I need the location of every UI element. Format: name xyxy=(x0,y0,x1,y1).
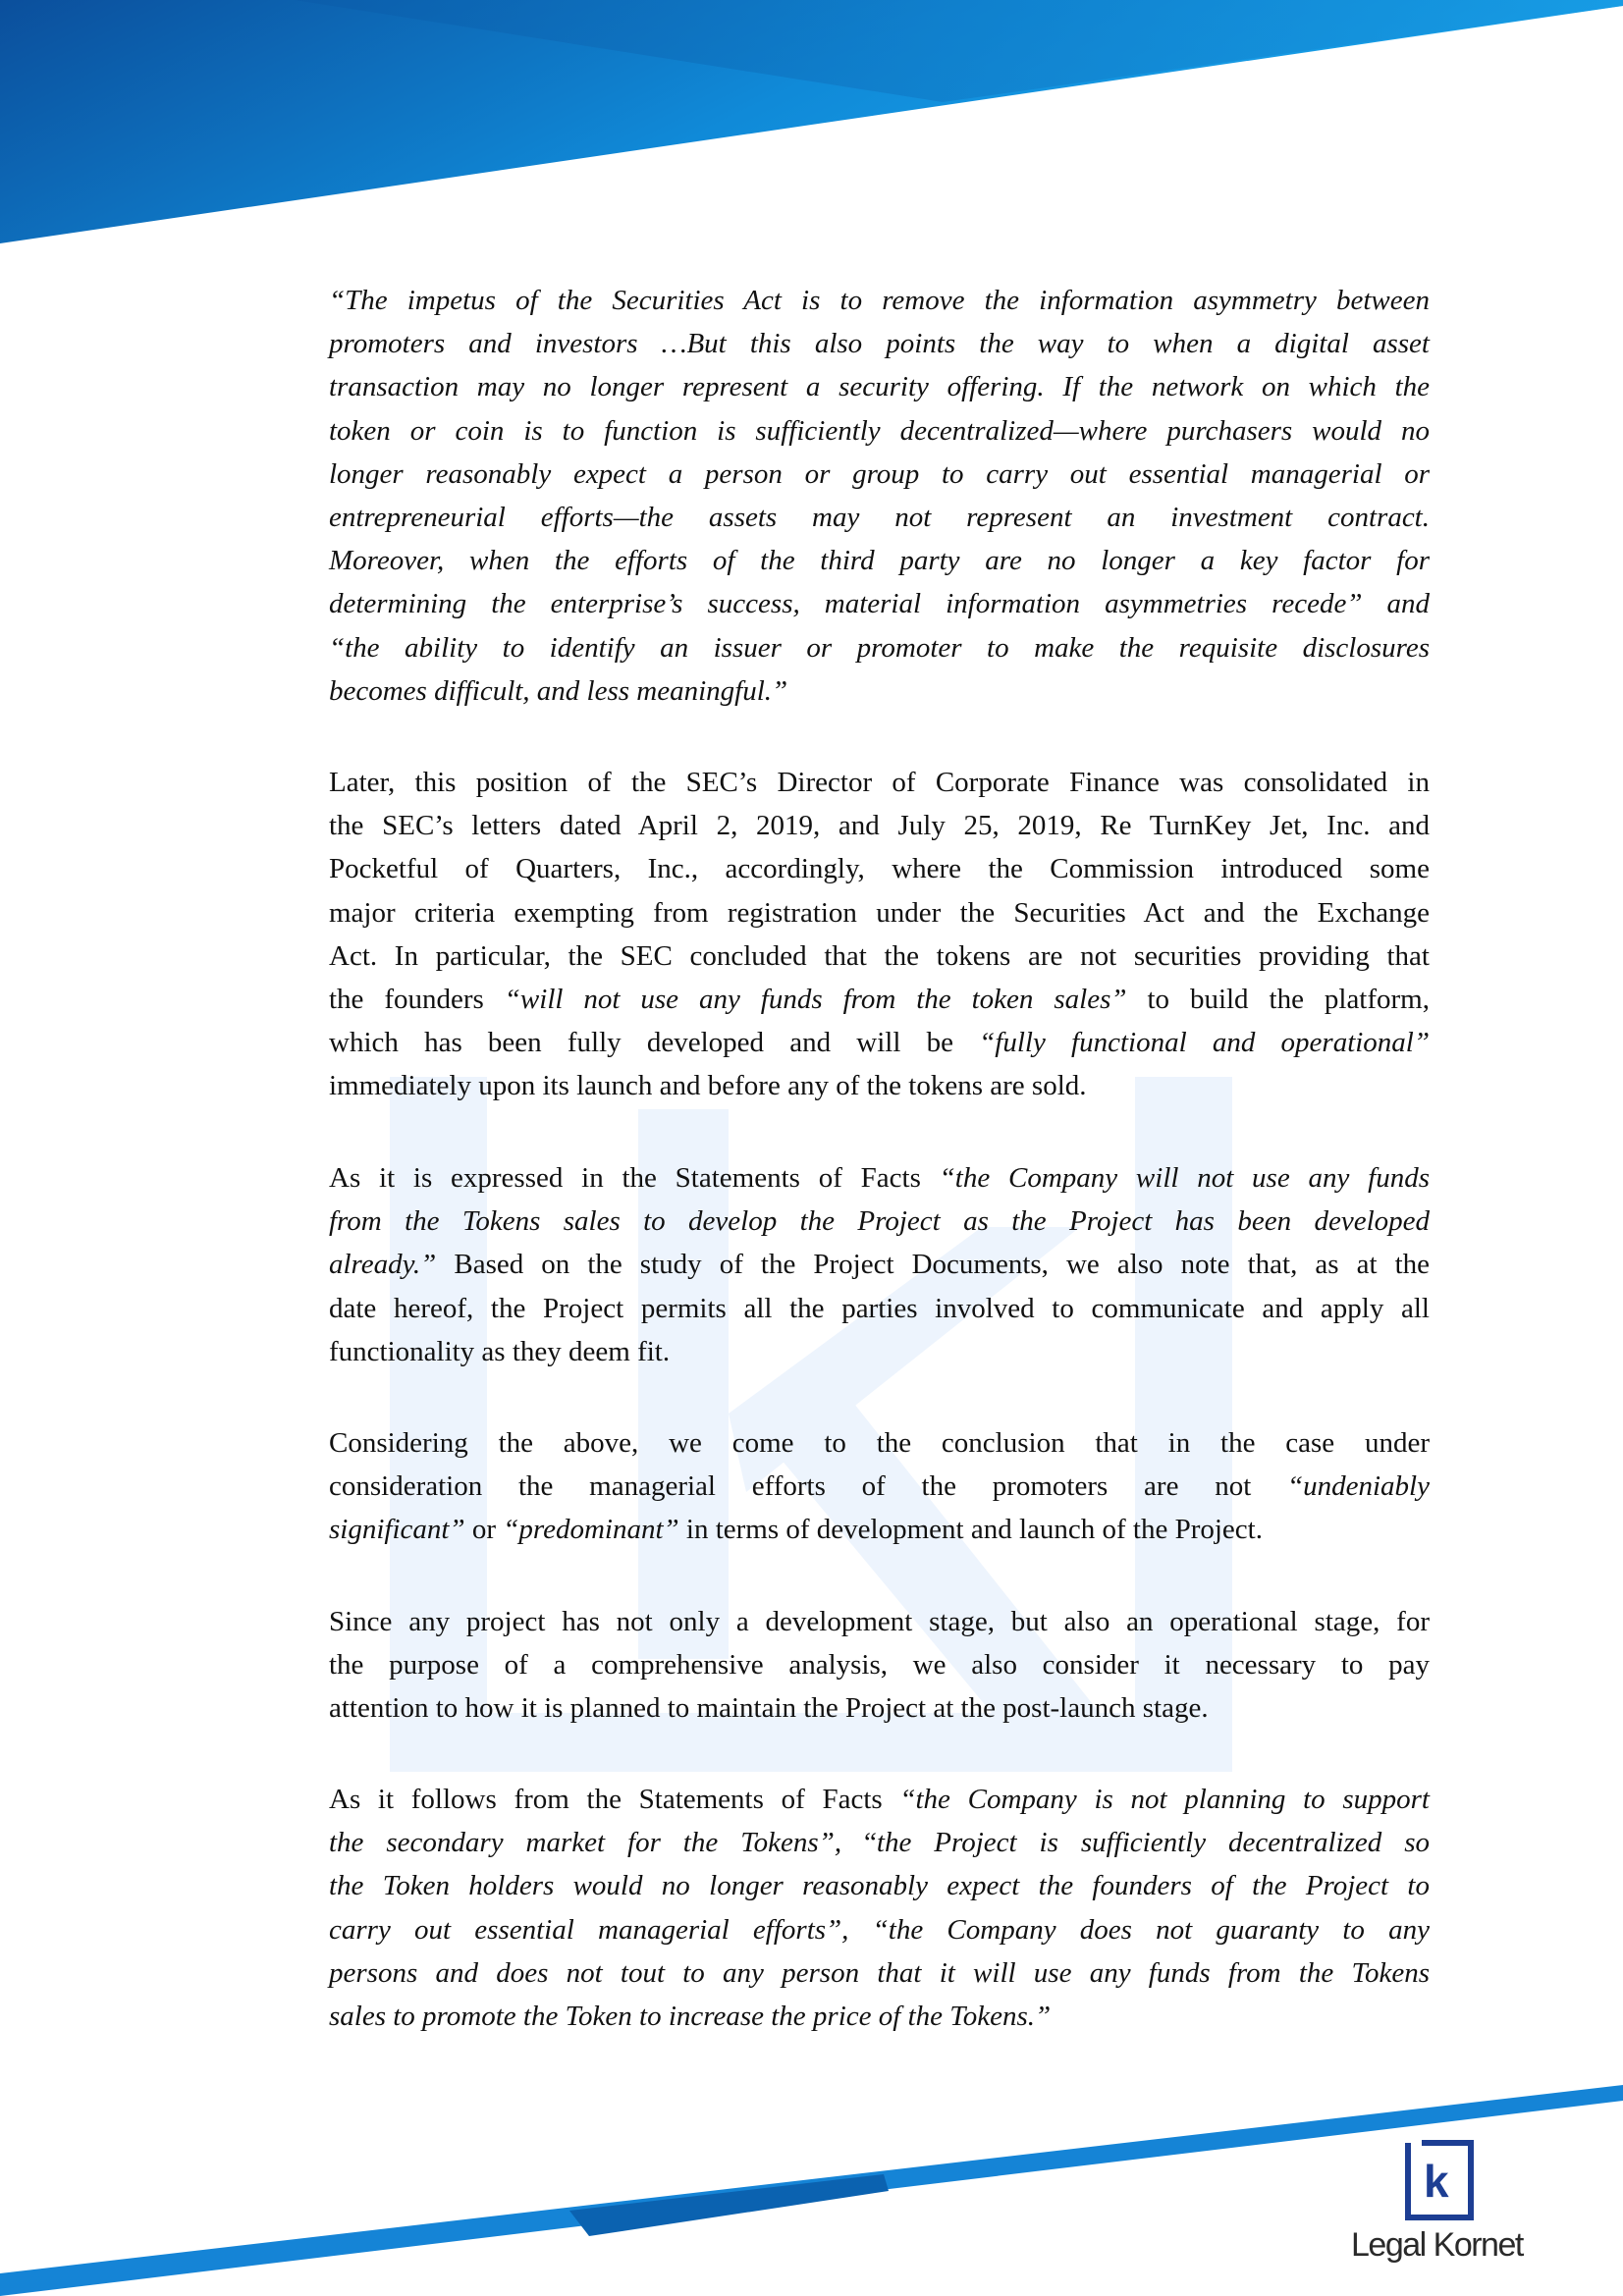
quoted-text: the Project is sufficiently decentralized so xyxy=(876,1827,1430,1859)
quoted-text: sales to promote the Token to increase the price of the Tokens.” xyxy=(329,2001,1052,2033)
header-banner xyxy=(0,0,1623,243)
text-segment: attention to how it is planned to maintain the Project at the post-launch stage. xyxy=(329,1692,1209,1725)
quoted-text: determining the enterprise’s success, material information asymmetries recede” and xyxy=(329,588,1430,620)
quoted-text: “The impetus of the Securities Act is to remove the information asymmetry between xyxy=(329,285,1430,316)
text-line xyxy=(329,978,1430,1021)
text-line xyxy=(329,847,1430,890)
text-segment: Act. In particular, the SEC concluded that the tokens are not securities providing that xyxy=(329,939,1430,972)
quoted-text: “the Company is not planning to support xyxy=(899,1784,1430,1815)
text-line xyxy=(329,496,1430,539)
text-segment: Since any project has not only a development stage, but also an operational stage, for xyxy=(329,1606,1430,1637)
quoted-text: significant” xyxy=(329,1514,465,1546)
text-segment: the purpose of a comprehensive analysis, we also consider it necessary to pay xyxy=(329,1649,1430,1682)
text-line xyxy=(329,1421,1430,1465)
text-segment: in terms of development and launch of the Project. xyxy=(678,1514,1263,1546)
quoted-text: carry out essential managerial efforts”, “the Company does not guaranty to any xyxy=(329,1913,1430,1946)
quoted-text: transaction may no longer represent a security offering. If the network on which the xyxy=(329,371,1430,403)
text-segment: consideration the managerial efforts of the promoters are not xyxy=(329,1470,1287,1503)
text-segment: As it follows from the Statements of Facts xyxy=(329,1784,900,1815)
text-segment: Pocketful of Quarters, Inc., accordingly, where the Commission introduced some xyxy=(329,853,1430,885)
text-line xyxy=(329,582,1430,625)
quoted-text: from the Tokens sales to develop the Project as the Project has been developed xyxy=(329,1205,1430,1238)
text-line xyxy=(329,1064,1430,1107)
quoted-text: “the Company will not use any funds xyxy=(939,1162,1430,1194)
text-segment: the SEC’s letters dated April 2, 2019, and July 25, 2019, Re TurnKey Jet, Inc. and xyxy=(329,810,1430,842)
text-line xyxy=(329,669,1430,713)
text-segment: Based on the study of the Project Documents, we also note that, as at the xyxy=(436,1249,1430,1281)
text-segment: immediately upon its launch and before any of the tokens are sold. xyxy=(329,1070,1087,1102)
quoted-text: already.” xyxy=(329,1249,437,1281)
quoted-text: entrepreneurial efforts—the assets may not represent an investment contract. xyxy=(329,502,1430,534)
paragraph xyxy=(329,1778,1430,2038)
text-segment: functionality as they deem fit. xyxy=(329,1335,671,1367)
svg-text:k: k xyxy=(1424,2156,1449,2207)
paragraph xyxy=(329,1156,1430,1373)
text-segment: or xyxy=(464,1514,504,1546)
text-line xyxy=(329,1021,1430,1064)
text-line xyxy=(329,365,1430,408)
text-line xyxy=(329,1243,1430,1286)
text-line xyxy=(329,1995,1430,2038)
legal-kornet-logo-icon xyxy=(1408,2143,1471,2217)
text-line xyxy=(329,1908,1430,1951)
text-line xyxy=(329,761,1430,804)
quoted-text: longer reasonably expect a person or group to carry out essential managerial or xyxy=(329,457,1430,490)
text-line xyxy=(329,453,1430,496)
text-segment: Later, this position of the SEC’s Director of Corporate Finance was consolidated in xyxy=(329,767,1430,798)
text-line xyxy=(329,1778,1430,1821)
quoted-text: “will not use any funds from the token sales” xyxy=(504,984,1127,1016)
text-line xyxy=(329,1600,1430,1643)
quoted-text: Moreover, when the efforts of the third party are no longer a key factor for xyxy=(329,545,1430,577)
quoted-text: “the ability to identify an issuer or promoter to make the requisite disclosures xyxy=(329,631,1430,664)
text-line xyxy=(329,539,1430,582)
paragraph xyxy=(329,761,1430,1108)
text-line xyxy=(329,891,1430,934)
paragraph xyxy=(329,1421,1430,1552)
text-line xyxy=(329,1821,1430,1864)
text-line xyxy=(329,1200,1430,1243)
text-line xyxy=(329,934,1430,978)
paragraph xyxy=(329,1600,1430,1731)
text-line xyxy=(329,409,1430,453)
quoted-text: “undeniably xyxy=(1287,1470,1430,1503)
text-segment: date hereof, the Project permits all the parties involved to communicate and apply all xyxy=(329,1292,1430,1324)
text-line xyxy=(329,626,1430,669)
quoted-text: “fully functional and operational” xyxy=(979,1027,1430,1059)
text-segment: the founders xyxy=(329,984,505,1016)
text-line xyxy=(329,1330,1430,1373)
text-segment: major criteria exempting from registration under the Securities Act and the Exchange xyxy=(329,896,1430,929)
quoted-text: becomes difficult, and less meaningful.” xyxy=(329,674,788,707)
text-line xyxy=(329,804,1430,847)
text-segment: to build the platform, xyxy=(1126,984,1430,1016)
quoted-text: the Token holders would no longer reasonably expect the founders of the Project to xyxy=(329,1870,1430,1902)
text-segment: which has been fully developed and will be xyxy=(329,1027,980,1059)
text-line xyxy=(329,1951,1430,1995)
text-line xyxy=(329,279,1430,322)
quoted-text: promoters and investors …But this also points the way to when a digital asset xyxy=(329,328,1430,360)
text-segment: As it is expressed in the Statements of Facts xyxy=(329,1162,940,1194)
text-line xyxy=(329,1465,1430,1508)
text-segment: “ xyxy=(864,1827,877,1859)
text-line xyxy=(329,1686,1430,1730)
paragraph xyxy=(329,279,1430,713)
text-line xyxy=(329,1287,1430,1330)
text-line xyxy=(329,1156,1430,1200)
text-line xyxy=(329,1643,1430,1686)
logo-wordmark: Legal Kornet xyxy=(1351,2226,1523,2264)
quoted-text: persons and does not tout to any person that it will use any funds from the Tokens xyxy=(329,1956,1430,1989)
text-segment: Considering the above, we come to the conclusion that in the case under xyxy=(329,1427,1430,1459)
quoted-text: “predominant” xyxy=(503,1514,679,1546)
text-line xyxy=(329,1508,1430,1551)
text-line xyxy=(329,1864,1430,1907)
quoted-text: the secondary market for the Tokens”, xyxy=(329,1827,865,1859)
text-line xyxy=(329,322,1430,365)
quoted-text: token or coin is to function is sufficiently decentralized—where purchasers would no xyxy=(329,414,1430,447)
